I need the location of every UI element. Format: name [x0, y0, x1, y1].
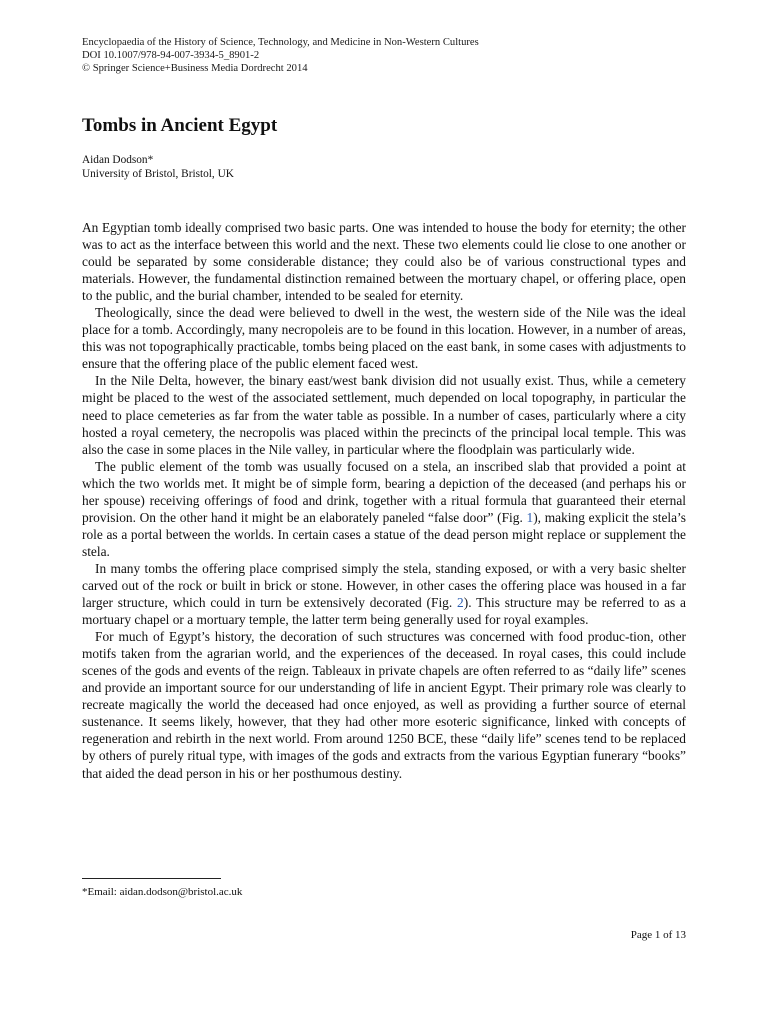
footnote-email: *Email: aidan.dodson@bristol.ac.uk — [82, 886, 243, 898]
paragraph-5-text-b: ). This structure may be referred to as a mortuary chapel or a mortuary temple, the latter term being generally used for royal examples. — [82, 595, 686, 628]
paragraph-4-text-b: ), making explicit the stela’s role as a portal between the worlds. In certain cases a statue of the dead person might replace or supplement the stela. — [82, 509, 686, 559]
page-number: Page 1 of 13 — [630, 929, 686, 941]
paragraph-4 — [82, 458, 686, 560]
paragraph-5-text-a: In many tombs the offering place comprised simply the stela, standing exposed, or with a very basic shelter carved out of the rock or built in brick or stone. However, in other cases the offering place was housed in a far larger structure, which could in turn be extensively decorated (Fig. — [82, 560, 686, 611]
paragraph-5 — [82, 560, 686, 628]
figure-2-link[interactable]: 2 — [457, 595, 464, 611]
author-name: Aidan Dodson* — [82, 154, 154, 166]
encyclopaedia-title: Encyclopaedia of the History of Science, Technology, and Medicine in Non-Western Cultures — [82, 37, 479, 48]
document-page — [82, 36, 686, 996]
paragraph-4-text-a: The public element of the tomb was usually focused on a stela, an inscribed slab that provided a point at which the two worlds met. It might be of simple form, bearing a depiction of the deceased (and perhaps his or her spouse) receiving offerings of food and drink, together with a ritual formula that guaranteed their eternal provision. On the other hand it might be an elaborately paneled “false door” (Fig. — [82, 458, 686, 525]
footnote-divider — [82, 878, 221, 879]
figure-1-link[interactable]: 1 — [526, 509, 534, 525]
article-body — [82, 219, 686, 782]
paragraph-2: Theologically, since the dead were believed to dwell in the west, the western side of the Nile was the ideal place for a tomb. Accordingly, many necropoleis are to be found in this location. However, in a number of areas, this was not topographically practicable, tombs being placed on the east bank, in some cases with adjustments to ensure that the offering place of the public element faced west. — [82, 305, 686, 372]
doi-line: DOI 10.1007/978-94-007-3934-5_8901-2 — [82, 50, 260, 61]
article-title: Tombs in Ancient Egypt — [82, 115, 278, 136]
author-block — [82, 153, 686, 181]
copyright-line: © Springer Science+Business Media Dordrecht 2014 — [82, 63, 308, 74]
paragraph-1: An Egyptian tomb ideally comprised two basic parts. One was intended to house the body for eternity; the other was to act as the interface between this world and the next. These two elements could lie close to one another or could be separated by some considerable distance; they could also be of various constructional types and materials. However, the fundamental distinction remained between the mortuary chapel, or offering place, open to the public, and the burial chamber, intended to be sealed for eternity. — [82, 220, 686, 304]
author-affiliation: University of Bristol, Bristol, UK — [82, 168, 234, 180]
publication-header — [82, 36, 686, 75]
paragraph-6: For much of Egypt’s history, the decoration of such structures was concerned with food produc-tion, other motifs taken from the agrarian world, and the experiences of the deceased. In royal cases, this could include scenes of the gods and events of the reign. Tableaux in private chapels are often referred to as “daily life” scenes and provide an important source for our understanding of life in ancient Egypt. Their primary role was clearly to recreate magically the world the deceased had once enjoyed, as well as providing a further source of eternal sustenance. It seems likely, however, that they had other more esoteric significance, linked with concepts of regeneration and rebirth in the next world. From around 1250 BCE, these “daily life” scenes tend to be replaced by others of purely ritual type, with images of the gods and extracts from the various Egyptian funerary “books” that aided the dead person in his or her posthumous destiny. — [82, 629, 686, 781]
paragraph-3: In the Nile Delta, however, the binary east/west bank division did not usually exist. Thus, while a cemetery might be placed to the west of the associated settlement, much depended on local topography, in particular the need to place cemeteries as far from the water table as possible. In a number of cases, particularly where a city hosted a royal cemetery, the necropolis was placed within the precincts of the principal local temple. This was also the case in some places in the Nile valley, in particular where the floodplain was particularly wide. — [82, 373, 686, 457]
